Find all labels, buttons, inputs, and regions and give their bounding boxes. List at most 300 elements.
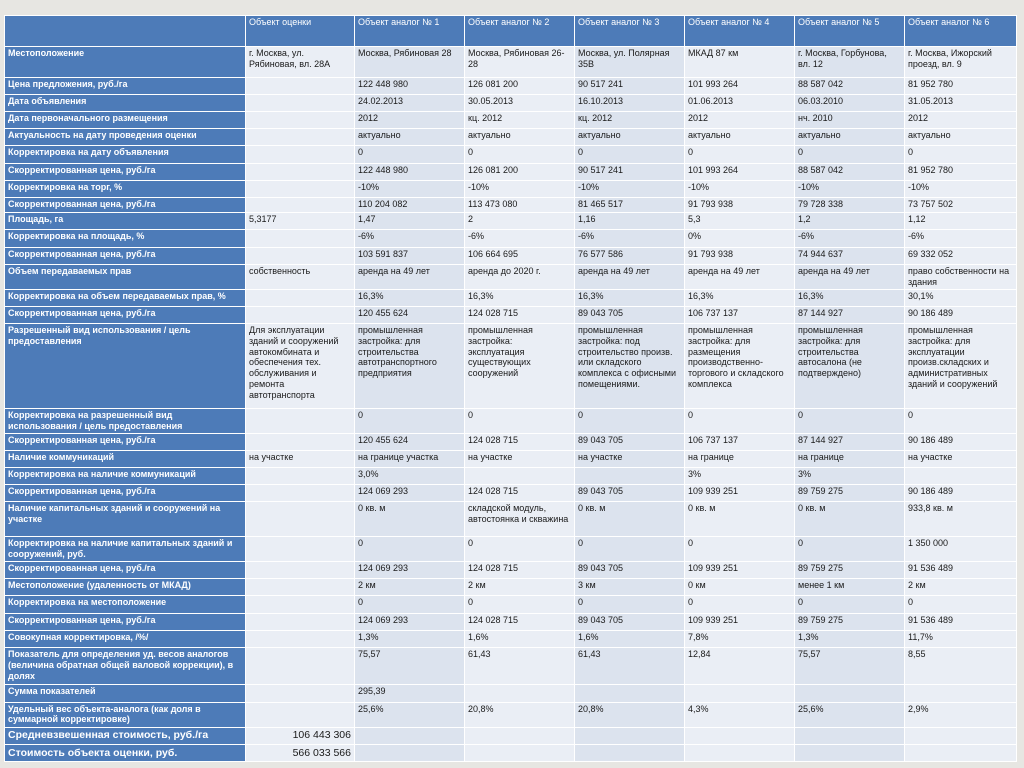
table-cell: 0 [355,408,465,433]
table-cell [246,485,355,502]
table-row [5,77,1017,94]
table-cell [685,685,795,702]
row-label: Сумма показателей [5,685,246,702]
table-cell [246,77,355,94]
table-cell: -10% [355,180,465,197]
table-cell [575,468,685,485]
table-cell: 91 793 938 [685,247,795,264]
table-cell: 16.10.2013 [575,94,685,111]
table-cell [355,727,465,744]
row-label: Местоположение [5,47,246,77]
table-cell: 0 [685,596,795,613]
table-cell: 0 кв. м [355,502,465,536]
table-cell: 122 448 980 [355,77,465,94]
column-header: Объект аналог № 6 [905,16,1017,47]
table-cell: -10% [905,180,1017,197]
table-cell: на участке [575,450,685,467]
row-label: Объем передаваемых прав [5,264,246,289]
table-cell [246,630,355,647]
column-header: Объект аналог № 3 [575,16,685,47]
table-cell: 124 028 715 [465,485,575,502]
table-cell: 89 759 275 [795,485,905,502]
row-label: Корректировка на разрешенный вид использования / цель предоставления [5,408,246,433]
row-label: Скорректированная цена, руб./га [5,163,246,180]
table-cell: 566 033 566 [246,744,355,761]
table-row [5,468,1017,485]
table-row [5,685,1017,702]
table-row [5,264,1017,289]
table-cell: 0 [905,146,1017,163]
row-label: Скорректированная цена, руб./га [5,306,246,323]
row-label: Скорректированная цена, руб./га [5,485,246,502]
row-label: Удельный вес объекта-аналога (как доля в суммарной корректировке) [5,702,246,727]
table-cell: 81 952 780 [905,77,1017,94]
table-cell: 88 587 042 [795,77,905,94]
table-cell [246,502,355,536]
row-label: Разрешенный вид использования / цель предоставления [5,323,246,408]
column-header: Объект аналог № 2 [465,16,575,47]
row-label: Корректировка на дату объявления [5,146,246,163]
table-cell: 0 [905,408,1017,433]
table-cell: 88 587 042 [795,163,905,180]
table-cell [246,613,355,630]
table-cell: 89 043 705 [575,433,685,450]
table-cell: 91 793 938 [685,197,795,212]
table-row [5,146,1017,163]
row-label: Скорректированная цена, руб./га [5,197,246,212]
table-cell [795,744,905,761]
table-cell: 120 455 624 [355,433,465,450]
table-cell: 1,2 [795,213,905,230]
table-cell: 2 км [905,579,1017,596]
table-cell: актуально [575,129,685,146]
table-cell [246,468,355,485]
table-cell [905,685,1017,702]
table-cell [246,596,355,613]
table-cell [246,247,355,264]
table-cell: 106 737 137 [685,306,795,323]
table-cell: 12,84 [685,648,795,685]
table-cell: 30.05.2013 [465,94,575,111]
table-cell [685,744,795,761]
table-cell: -10% [795,180,905,197]
row-label: Корректировка на наличие капитальных зданий и сооружений, руб. [5,536,246,561]
column-header: Объект оценки [246,16,355,47]
table-cell: 110 204 082 [355,197,465,212]
table-cell: 16,3% [465,289,575,306]
table-cell: 0 [795,408,905,433]
table-cell: 2,9% [905,702,1017,727]
table-row [5,502,1017,536]
row-label: Наличие коммуникаций [5,450,246,467]
table-cell [246,180,355,197]
column-header: Объект аналог № 4 [685,16,795,47]
table-cell: 16,3% [355,289,465,306]
table-cell: аренда на 49 лет [685,264,795,289]
row-label: Наличие капитальных зданий и сооружений на участке [5,502,246,536]
table-cell [465,468,575,485]
table-row [5,230,1017,247]
table-cell [246,306,355,323]
table-cell: 1,47 [355,213,465,230]
table-cell: 4,3% [685,702,795,727]
table-cell [685,727,795,744]
table-cell: право собственности на здания [905,264,1017,289]
table-row [5,323,1017,408]
row-label: Средневзвешенная стоимость, руб./га [5,727,246,744]
table-cell: 0 [465,596,575,613]
table-row [5,630,1017,647]
row-label: Корректировка на площадь, % [5,230,246,247]
header-corner [5,16,246,47]
table-cell: 1 350 000 [905,536,1017,561]
row-label: Корректировка на торг, % [5,180,246,197]
table-cell: 87 144 927 [795,306,905,323]
table-cell [246,536,355,561]
row-label: Дата объявления [5,94,246,111]
row-label: Цена предложения, руб./га [5,77,246,94]
table-cell: 2012 [355,112,465,129]
table-cell: промышленная застройка: для размещения производственно-торгового и складского комплекса [685,323,795,408]
table-row [5,94,1017,111]
table-cell: 3% [795,468,905,485]
table-cell: 1,12 [905,213,1017,230]
table-cell: Москва, ул. Полярная 35В [575,47,685,77]
table-row [5,306,1017,323]
table-row [5,213,1017,230]
valuation-table [4,15,1017,762]
table-cell: промышленная застройка: для строительства автотранспортного предприятия [355,323,465,408]
table-cell: 16,3% [685,289,795,306]
table-cell: 0 [795,146,905,163]
row-label: Скорректированная цена, руб./га [5,247,246,264]
table-cell: 124 028 715 [465,306,575,323]
table-cell: 933,8 кв. м [905,502,1017,536]
table-cell: МКАД 87 км [685,47,795,77]
table-row [5,112,1017,129]
table-cell: 31.05.2013 [905,94,1017,111]
table-cell: складской модуль, автостоянка и скважина [465,502,575,536]
row-label: Совокупная корректировка, /%/ [5,630,246,647]
table-cell: Москва, Рябиновая 26-28 [465,47,575,77]
table-row [5,562,1017,579]
table-cell: 126 081 200 [465,77,575,94]
table-cell: 0 [465,536,575,561]
row-label: Скорректированная цена, руб./га [5,613,246,630]
table-cell: 0 [575,408,685,433]
table-cell: промышленная застройка: для строительства автосалона (не подтверждено) [795,323,905,408]
table-row [5,163,1017,180]
table-cell: 25,6% [355,702,465,727]
table-cell [246,562,355,579]
table-cell: 295,39 [355,685,465,702]
table-cell: 30,1% [905,289,1017,306]
table-cell: 01.06.2013 [685,94,795,111]
table-row [5,433,1017,450]
table-cell: 0 [795,596,905,613]
table-cell [246,579,355,596]
table-cell: 90 186 489 [905,485,1017,502]
table-cell: 2 [465,213,575,230]
table-cell: 90 517 241 [575,77,685,94]
table-cell: 89 043 705 [575,485,685,502]
table-cell: 61,43 [575,648,685,685]
table-cell: актуально [685,129,795,146]
table-row [5,485,1017,502]
table-cell: актуально [905,129,1017,146]
table-cell: -6% [575,230,685,247]
table-cell: кц. 2012 [575,112,685,129]
table-cell: 91 536 489 [905,562,1017,579]
table-cell [795,727,905,744]
table-cell [246,289,355,306]
row-label: Корректировка на местоположение [5,596,246,613]
table-cell: 0 кв. м [575,502,685,536]
table-cell: -6% [355,230,465,247]
table-cell: 90 186 489 [905,306,1017,323]
table-cell: 74 944 637 [795,247,905,264]
table-cell [465,727,575,744]
table-cell [246,702,355,727]
table-row [5,129,1017,146]
row-label: Скорректированная цена, руб./га [5,433,246,450]
table-cell: аренда на 49 лет [355,264,465,289]
table-cell [905,744,1017,761]
table-cell [905,468,1017,485]
table-cell: 0 [465,146,575,163]
table-cell: 109 939 251 [685,562,795,579]
table-cell [575,727,685,744]
table-cell: 101 993 264 [685,77,795,94]
table-cell: на границе [685,450,795,467]
table-cell [246,685,355,702]
table-cell: 69 332 052 [905,247,1017,264]
table-cell: 06.03.2010 [795,94,905,111]
table-cell: 1,3% [355,630,465,647]
table-cell [465,744,575,761]
table-cell: г. Москва, ул. Рябиновая, вл. 28А [246,47,355,77]
row-label: Актуальность на дату проведения оценки [5,129,246,146]
table-cell: 90 186 489 [905,433,1017,450]
table-cell: 0 [795,536,905,561]
table-cell: 11,7% [905,630,1017,647]
table-cell: 1,6% [575,630,685,647]
table-cell: Москва, Рябиновая 28 [355,47,465,77]
table-cell [246,129,355,146]
table-cell: 79 728 338 [795,197,905,212]
table-cell: 101 993 264 [685,163,795,180]
table-cell: 0 [575,596,685,613]
table-cell: 0 [465,408,575,433]
table-cell [246,230,355,247]
table-cell [465,685,575,702]
table-cell: 2 км [355,579,465,596]
row-label: Площадь, га [5,213,246,230]
table-cell: 3 км [575,579,685,596]
table-cell: 109 939 251 [685,613,795,630]
table-cell [246,648,355,685]
table-cell: на границе [795,450,905,467]
table-cell: 3,0% [355,468,465,485]
table-cell: г. Москва, Горбунова, вл. 12 [795,47,905,77]
table-cell: аренда на 49 лет [575,264,685,289]
table-row [5,289,1017,306]
table-cell: 76 577 586 [575,247,685,264]
table-cell: 0 [355,536,465,561]
table-row [5,408,1017,433]
table-cell: 89 043 705 [575,613,685,630]
table-cell: 75,57 [355,648,465,685]
table-cell [246,197,355,212]
table-cell: 0 [905,596,1017,613]
column-header: Объект аналог № 1 [355,16,465,47]
table-cell: 1,3% [795,630,905,647]
table-cell [795,685,905,702]
table-cell [246,112,355,129]
table-cell: 8,55 [905,648,1017,685]
table-cell: 122 448 980 [355,163,465,180]
table-cell: 1,6% [465,630,575,647]
table-cell: 1,16 [575,213,685,230]
table-cell: 0 [685,146,795,163]
table-cell: 124 028 715 [465,613,575,630]
table-row [5,47,1017,77]
table-cell [575,744,685,761]
table-cell: актуально [355,129,465,146]
table-row [5,450,1017,467]
table-cell: 0 [355,596,465,613]
table-row [5,180,1017,197]
table-cell [246,433,355,450]
table-cell: 0 км [685,579,795,596]
table-cell: 5,3 [685,213,795,230]
table-cell: 106 664 695 [465,247,575,264]
table-cell: 89 043 705 [575,562,685,579]
table-cell: 113 473 080 [465,197,575,212]
row-label: Корректировка на объем передаваемых прав, % [5,289,246,306]
table-cell: -10% [685,180,795,197]
table-cell: 0% [685,230,795,247]
table-cell: 120 455 624 [355,306,465,323]
table-cell [246,408,355,433]
table-cell: 2012 [685,112,795,129]
table-cell: 81 465 517 [575,197,685,212]
table-cell: 124 069 293 [355,562,465,579]
table-cell [905,727,1017,744]
table-cell: 124 028 715 [465,562,575,579]
table-cell: -6% [905,230,1017,247]
table-cell: менее 1 км [795,579,905,596]
table-cell: 124 028 715 [465,433,575,450]
table-row [5,596,1017,613]
row-label: Показатель для определения уд. весов аналогов (величина обратная общей валовой коррекции), в долях [5,648,246,685]
table-cell [246,163,355,180]
row-label: Дата первоначального размещения [5,112,246,129]
table-cell: 103 591 837 [355,247,465,264]
row-label: Местоположение (удаленность от МКАД) [5,579,246,596]
table-cell: нч. 2010 [795,112,905,129]
table-cell: 20,8% [575,702,685,727]
table-cell: кц. 2012 [465,112,575,129]
table-cell: -6% [465,230,575,247]
row-label: Стоимость объекта оценки, руб. [5,744,246,761]
table-row [5,247,1017,264]
table-cell: 73 757 502 [905,197,1017,212]
table-cell: 24.02.2013 [355,94,465,111]
table-cell: 0 кв. м [685,502,795,536]
table-cell: 91 536 489 [905,613,1017,630]
table-cell: 25,6% [795,702,905,727]
table-cell: аренда на 49 лет [795,264,905,289]
table-cell: на участке [465,450,575,467]
table-cell: 2012 [905,112,1017,129]
table-cell: на участке [905,450,1017,467]
table-cell: Для эксплуатации зданий и сооружений автокомбината и обеспечения тех. обслуживания и ремонта автотранспорта [246,323,355,408]
table-cell: 75,57 [795,648,905,685]
table-cell [246,94,355,111]
table-cell: 0 [575,146,685,163]
table-cell: аренда до 2020 г. [465,264,575,289]
table-cell: 7,8% [685,630,795,647]
table-cell: 16,3% [575,289,685,306]
table-cell [575,685,685,702]
table-cell: актуально [465,129,575,146]
table-cell: 0 [575,536,685,561]
table-cell: 109 939 251 [685,485,795,502]
table-cell: промышленная застройка: под строительство произв. или складского комплекса с офисными помещениями. [575,323,685,408]
table-cell: промышленная застройка: эксплуатация существующих сооружений [465,323,575,408]
table-row [5,579,1017,596]
table-cell: 5,3177 [246,213,355,230]
row-label: Скорректированная цена, руб./га [5,562,246,579]
table-row [5,613,1017,630]
table-body [5,16,1017,762]
table-cell: промышленная застройка: для эксплуатации произв.складских и административных зданий и сооружений [905,323,1017,408]
table-cell: -10% [575,180,685,197]
table-row [5,536,1017,561]
table-cell: 87 144 927 [795,433,905,450]
table-cell: 124 069 293 [355,485,465,502]
table-cell [246,146,355,163]
table-cell: 124 069 293 [355,613,465,630]
row-label: Корректировка на наличие коммуникаций [5,468,246,485]
table-cell: собственность [246,264,355,289]
table-row [5,197,1017,212]
table-cell: 90 517 241 [575,163,685,180]
table-cell: 89 043 705 [575,306,685,323]
table-cell: 2 км [465,579,575,596]
table-cell: 3% [685,468,795,485]
table-cell: -10% [465,180,575,197]
table-cell: на участке [246,450,355,467]
table-cell: 81 952 780 [905,163,1017,180]
table-row [5,648,1017,685]
table-cell: 89 759 275 [795,613,905,630]
table-cell: 106 737 137 [685,433,795,450]
column-header: Объект аналог № 5 [795,16,905,47]
table-cell: -6% [795,230,905,247]
table-cell: 0 кв. м [795,502,905,536]
table-cell: 0 [685,408,795,433]
table-cell: г. Москва, Ижорский проезд, вл. 9 [905,47,1017,77]
table-cell: 89 759 275 [795,562,905,579]
table-cell: 0 [355,146,465,163]
table-row [5,727,1017,744]
table-cell: 0 [685,536,795,561]
table-cell: 61,43 [465,648,575,685]
table-row [5,744,1017,761]
header-row [5,16,1017,47]
